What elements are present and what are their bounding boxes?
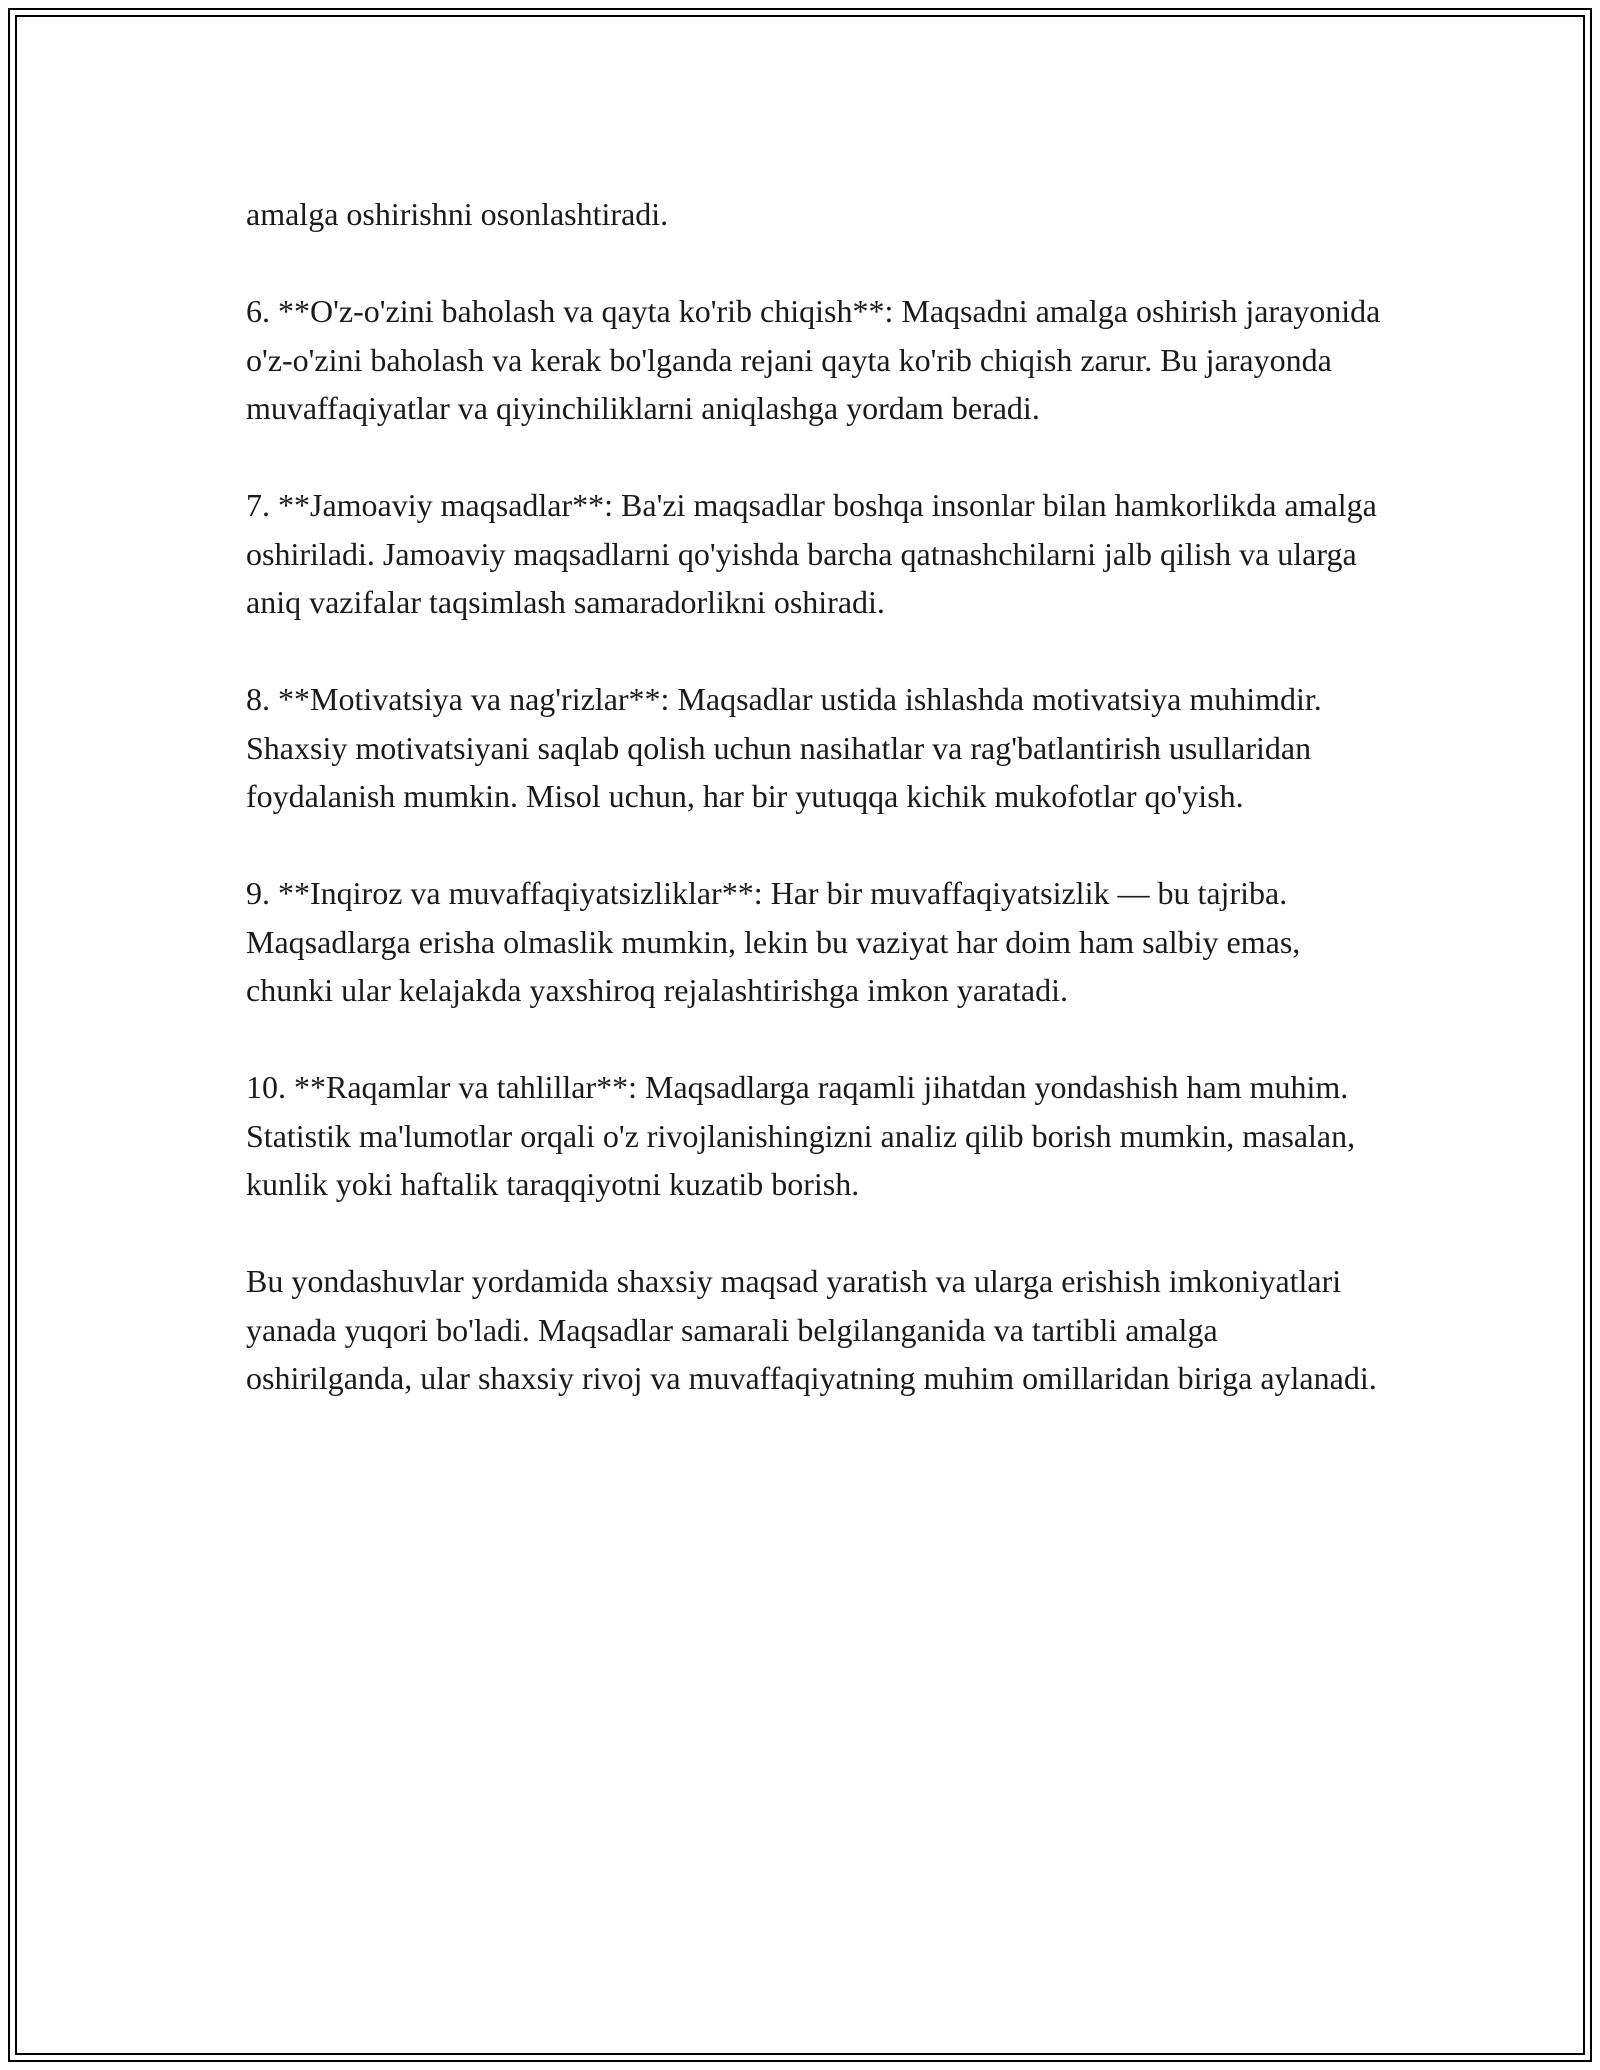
paragraph-item-8: 8. **Motivatsiya va nag'rizlar**: Maqsadlar ustida ishlashda motivatsiya muhimdir. Shaxsiy motivatsiyani saqlab qolish uchun nasihatlar va rag'batlantirish usullaridan foydalanish mumkin. Misol uchun, har bir yutuqqa kichik mukofotlar qo'yish. — [246, 681, 1330, 814]
document-body — [246, 190, 1389, 1451]
page-border — [8, 8, 1592, 2062]
paragraph-continuation: amalga oshirishni osonlashtiradi. — [246, 196, 669, 232]
paragraph-conclusion: Bu yondashuvlar yordamida shaxsiy maqsad yaratish va ularga erishish imkoniyatlari yanada yuqori bo'ladi. Maqsadlar samarali belgilanganida va tartibli amalga oshirilganda, ular shaxsiy rivoj va muvaffaqiyatning muhim omillaridan biriga aylanadi. — [246, 1263, 1377, 1396]
paragraph-item-10: 10. **Raqamlar va tahlillar**: Maqsadlarga raqamli jihatdan yondashish ham muhim. Statistik ma'lumotlar orqali o'z rivojlanishingizni analiz qilib borish mumkin, masalan, kunlik yoki haftalik taraqqiyotni kuzatib borish. — [246, 1069, 1364, 1202]
paragraph-item-9: 9. **Inqiroz va muvaffaqiyatsizliklar**: Har bir muvaffaqiyatsizlik — bu tajriba. Maqsadlarga erisha olmaslik mumkin, lekin bu vaziyat har doim ham salbiy emas, chunki ular kelajakda yaxshiroq rejalashtirishga imkon yaratadi. — [246, 875, 1309, 1008]
paragraph-item-7: 7. **Jamoaviy maqsadlar**: Ba'zi maqsadlar boshqa insonlar bilan hamkorlikda amalga oshiriladi. Jamoaviy maqsadlarni qo'yishda barcha qatnashchilarni jalb qilish va ularga aniq vazifalar taqsimlash samaradorlikni oshiradi. — [246, 487, 1385, 620]
paragraph-item-6: 6. **O'z-o'zini baholash va qayta ko'rib chiqish**: Maqsadni amalga oshirish jarayonida o'z-o'zini baholash va kerak bo'lganda rejani qayta ko'rib chiqish zarur. Bu jarayonda muvaffaqiyatlar va qiyinchiliklarni aniqlashga yordam beradi. — [246, 293, 1389, 426]
